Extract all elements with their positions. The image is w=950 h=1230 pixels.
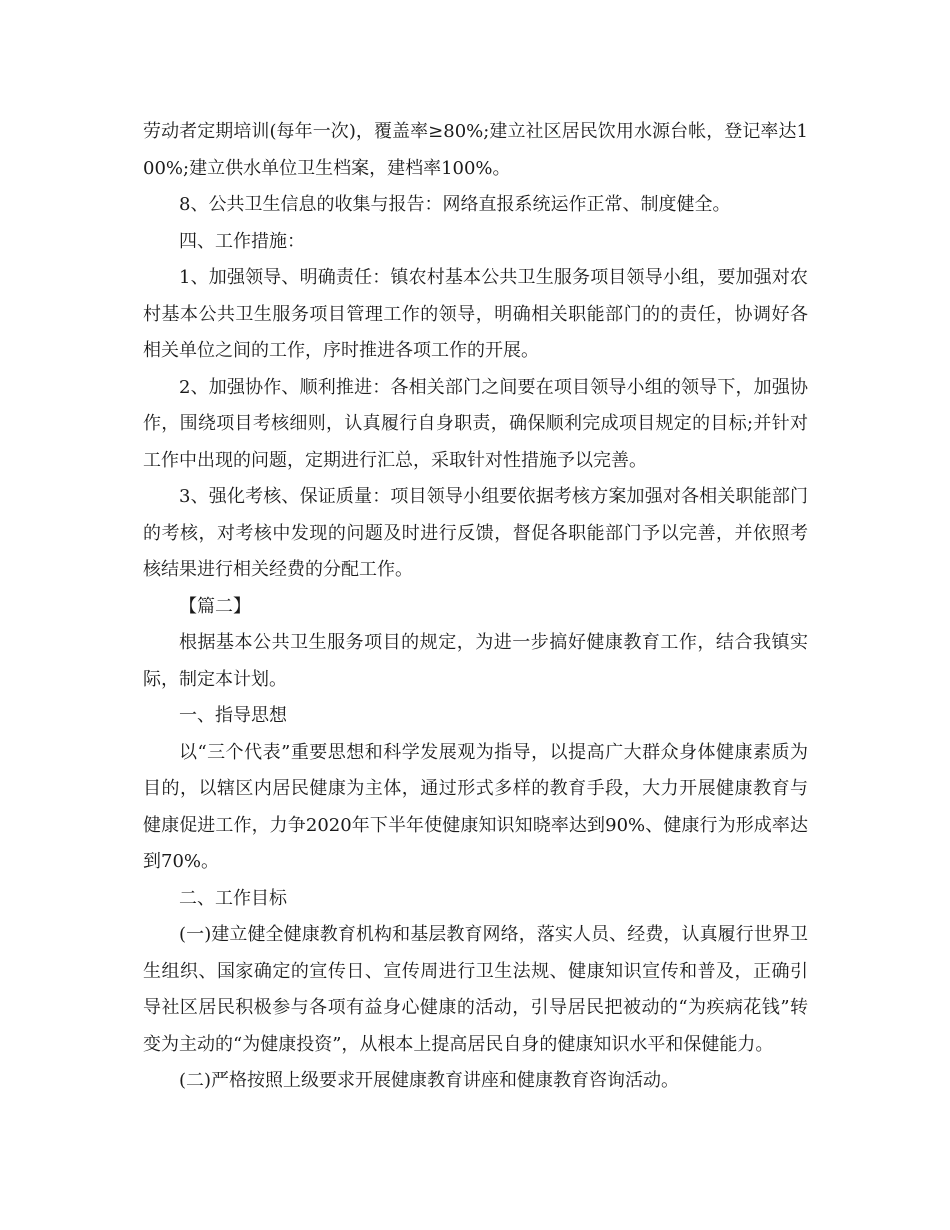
section-heading-part-two: 【篇二】	[179, 595, 251, 617]
heading-work-goals: 二、工作目标	[179, 887, 287, 909]
paragraph-goal-one: (一)建立健全健康教育机构和基层教育网络，落实人员、经费，认真履行世界卫生组织、国家确定的宣传日、宣传周进行卫生法规、健康知识宣传和普及，正确引导社区居民积极参与各项有益身心健康的活动，引导居民把被动的“为疾病花钱”转变为主动的“为健康投资”，从根本上提高居民自身的健康知识水平和保健能力。	[143, 924, 808, 1055]
paragraph-plan-intro: 根据基本公共卫生服务项目的规定，为进一步搞好健康教育工作，结合我镇实际，制定本计划。	[143, 632, 808, 690]
document-body	[143, 114, 808, 1100]
paragraph-measure-leadership: 1、加强领导、明确责任：镇农村基本公共卫生服务项目领导小组，要加强对农村基本公共卫生服务项目管理工作的领导，明确相关职能部门的的责任，协调好各相关单位之间的工作，序时推进各项工作的开展。	[143, 267, 808, 361]
paragraph-training-coverage: 劳动者定期培训(每年一次)，覆盖率≥80%;建立社区居民饮用水源台帐，登记率达100%;建立供水单位卫生档案，建档率100%。	[143, 121, 808, 179]
paragraph-goal-two: (二)严格按照上级要求开展健康教育讲座和健康教育咨询活动。	[179, 1070, 680, 1091]
paragraph-info-reporting: 8、公共卫生信息的收集与报告：网络直报系统运作正常、制度健全。	[179, 194, 731, 215]
heading-guiding-ideology: 一、指导思想	[179, 705, 287, 726]
paragraph-measure-assessment: 3、强化考核、保证质量：项目领导小组要依据考核方案加强对各相关职能部门的考核，对考核中发现的问题及时进行反馈，督促各职能部门予以完善，并依照考核结果进行相关经费的分配工作。	[143, 486, 808, 580]
paragraph-measure-cooperation: 2、加强协作、顺利推进：各相关部门之间要在项目领导小组的领导下，加强协作，围绕项目考核细则，认真履行自身职责，确保顺利完成项目规定的目标;并针对工作中出现的问题，定期进行汇总，采取针对性措施予以完善。	[143, 376, 808, 471]
paragraph-guiding-ideology: 以“三个代表”重要思想和科学发展观为指导，以提高广大群众身体健康素质为目的，以辖区内居民健康为主体，通过形式多样的教育手段，大力开展健康教育与健康促进工作，力争2020年下半年使健康知识知晓率达到90%、健康行为形成率达到70%。	[143, 741, 808, 872]
heading-work-measures: 四、工作措施：	[179, 230, 305, 252]
